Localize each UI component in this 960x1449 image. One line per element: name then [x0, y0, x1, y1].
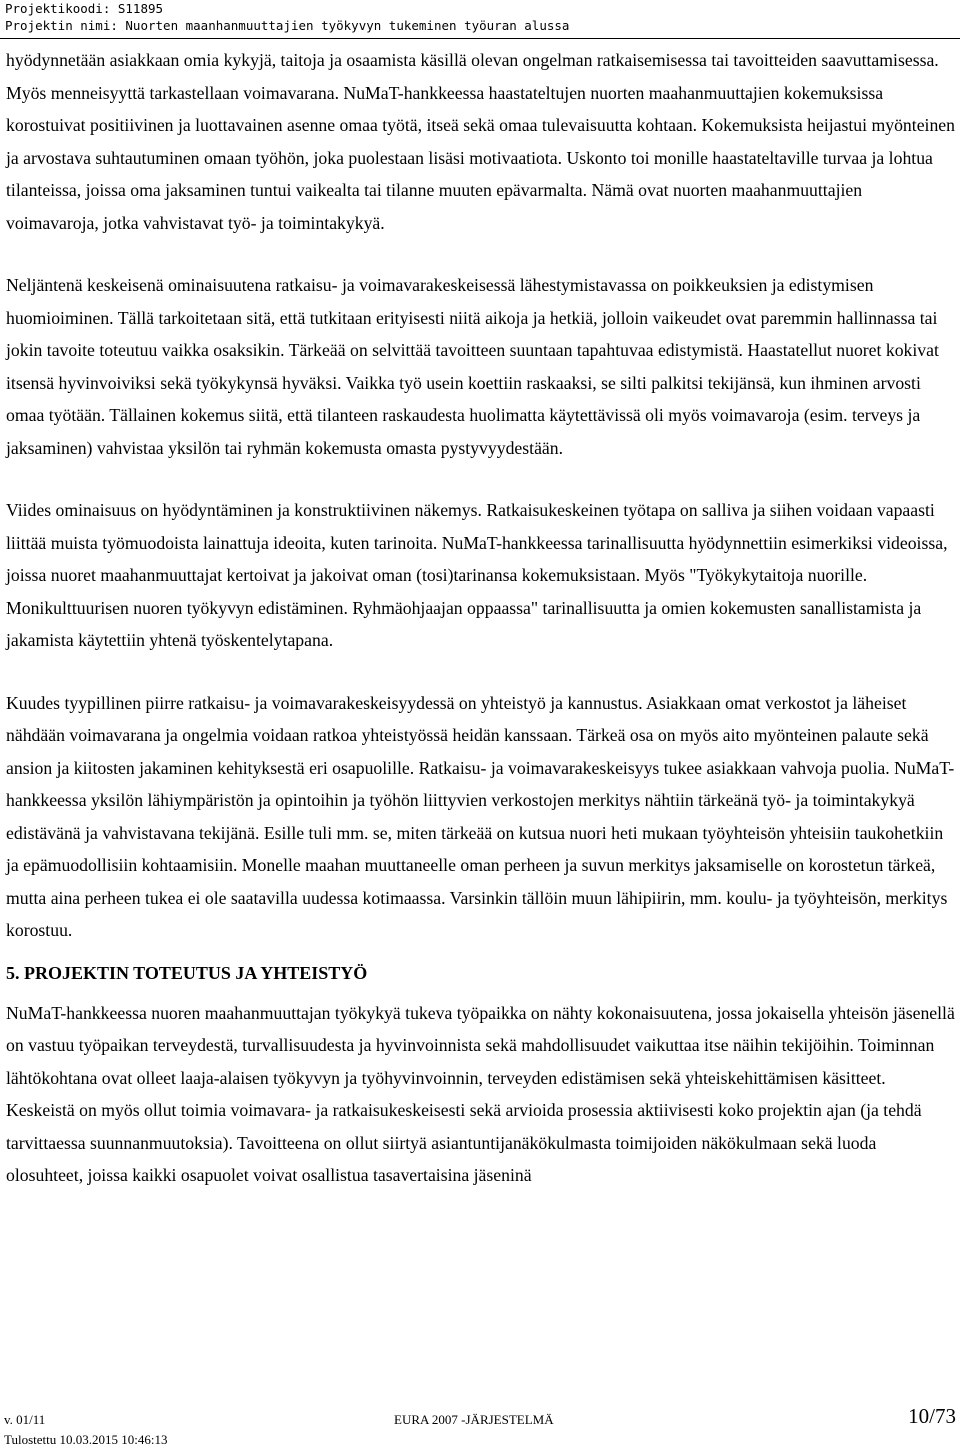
paragraph-cooperation: Kuudes tyypillinen piirre ratkaisu- ja voimavarakeskeisyydessä on yhteistyö ja kannustus. Asiakkaan omat verkostot ja läheiset nähdään voimavarana ja ongelmia voidaan ratkoa yhteistyössä heidän kanssaan. Tärkeä osa on myös aito myönteinen palaute sekä ansion ja kiitosten jakaminen kehityksestä eri osapuolille. Ratkaisu- ja voimavarakeskeisyys tukee asiakkaan vahvoja puolia. NuMaT-hankkeessa yksilön lähiympäristön ja opintoihin ja työhön liittyvien verkostojen merkitys nähtiin tärkeänä työ- ja toimintakykyä edistävänä ja vahvistavana tekijänä. Esille tuli mm. se, miten tärkeää on kutsua nuori heti mukaan työyhteisön yhteisiin taukohetkiin ja epämuodollisiin kohtaamisiin. Monelle maahan muuttaneelle oman perheen ja suvun merkitys jaksamiselle on korostetun tärkeä, mutta aina perheen tukea ei ole saatavilla uudessa kotimaassa. Varsinkin tällöin muun lähipiirin, mm. koulu- ja työyhteisön, merkitys korostuu. [6, 692, 955, 940]
print-timestamp: Tulostettu 10.03.2015 10:46:13 [4, 1432, 168, 1447]
document-body [6, 44, 956, 1192]
header-divider [0, 38, 960, 39]
paragraph-progress: Neljäntenä keskeisenä ominaisuutena ratkaisu- ja voimavarakeskeisessä lähestymistavassa on poikkeuksien ja edistymisen huomioiminen. Tällä tarkoitetaan sitä, että tutkitaan erityisesti niitä aikoja ja hetkiä, jolloin vaikeudet ovat paremmin hallinnassa tai jokin tavoite toteutuu vaikka osaksikin. Tärkeää on selvittää tavoitteen suuntaan tapahtuvaa edistymistä. Haastatellut nuoret kokivat itsensä hyvinvoiviksi sekä työkykynsä hyväksi. Vaikka työ usein koettiin raskaaksi, se silti palkitsi tekijänsä, kun ihminen arvosti omaa työtään. Tällainen kokemus siitä, että tilanteen raskaudesta huolimatta käytettävissä oli myös voimavaroja (esim. terveys ja jaksaminen) vahvistaa yksilön tai ryhmän kokemusta omasta pystyvyydestään. [6, 275, 939, 458]
footer-version: v. 01/11 [4, 1412, 46, 1427]
section-heading: 5. PROJEKTIN TOTEUTUS JA YHTEISTYÖ [6, 962, 368, 983]
footer-system-name: EURA 2007 -JÄRJESTELMÄ [394, 1412, 554, 1427]
paragraph-utilization: Viides ominaisuus on hyödyntäminen ja konstruktiivinen näkemys. Ratkaisukeskeinen työtapa on salliva ja siihen voidaan vapaasti liittää muista työmuodoista lainattuja ideoita, kuten tarinoita. NuMaT-hankkeessa tarinallisuutta hyödynnettiin esimerkiksi videoissa, joissa nuoret maahanmuuttajat kertoivat ja jakoivat oman (tosi)tarinansa kokemuksistaan. Myös "Työkykytaitoja nuorille. Monikulttuurisen nuoren työkyvyn edistäminen. Ryhmäohjaajan oppaassa" tarinallisuutta ja omien kokemusten sanallistamista ja jakamista käytettiin yhtenä työskentelytapana. [6, 500, 948, 650]
page-footer [4, 1404, 956, 1449]
project-name: Projektin nimi: Nuorten maanhanmuuttajien työkyvyn tukeminen työuran alussa [5, 18, 570, 33]
paragraph-implementation: NuMaT-hankkeessa nuoren maahanmuuttajan työkykyä tukeva työpaikka on nähty kokonaisuutena, jossa jokaisella yhteisön jäsenellä on vastuu työpaikan terveydestä, turvallisuudesta ja hyvinvoinnista sekä mahdollisuudet vaikuttaa itse näihin tekijöihin. Toiminnan lähtökohtana ovat olleet laaja-alaisen työkyvyn ja työhyvinvoinnin, terveyden edistämisen sekä yhteiskehittämisen käsitteet. Keskeistä on myös ollut toimia voimavara- ja ratkaisukeskeisesti sekä arvioida prosessia aktiivisesti koko projektin ajan (ja tehdä tarvittaessa suunnanmuutoksia). Tavoitteena on ollut siirtyä asiantuntijanäkökulmasta toimijoiden näkökulmaan sekä luoda olosuhteet, joissa kaikki osapuolet voivat osallistua tasavertaisina jäseninä [6, 1002, 955, 1185]
project-code: Projektikoodi: S11895 [5, 1, 164, 16]
paragraph-resources: hyödynnetään asiakkaan omia kykyjä, taitoja ja osaamista käsillä olevan ongelman ratkaisemisessa tai tavoitteiden saavuttamisessa. Myös menneisyyttä tarkastellaan voimavarana. NuMaT-hankkeessa haastateltujen nuorten maahanmuuttajien kokemuksissa korostuivat positiivinen ja luottavainen asenne omaa työtä, itseä sekä omaa tulevaisuutta kohtaan. Kokemuksista heijastui myönteinen ja arvostava suhtautuminen omaan työhön, joka puolestaan lisäsi motivaatiota. Uskonto toi monille haastateltaville turvaa ja lohtua tilanteissa, joissa oma jaksaminen tuntui vaikealta tai tilanne muuten epävarmalta. Nämä ovat nuorten maahanmuuttajien voimavaroja, jotka vahvistavat työ- ja toimintakykyä. [6, 50, 955, 233]
page-header [5, 0, 955, 36]
page-number: 10/73 [908, 1404, 956, 1428]
